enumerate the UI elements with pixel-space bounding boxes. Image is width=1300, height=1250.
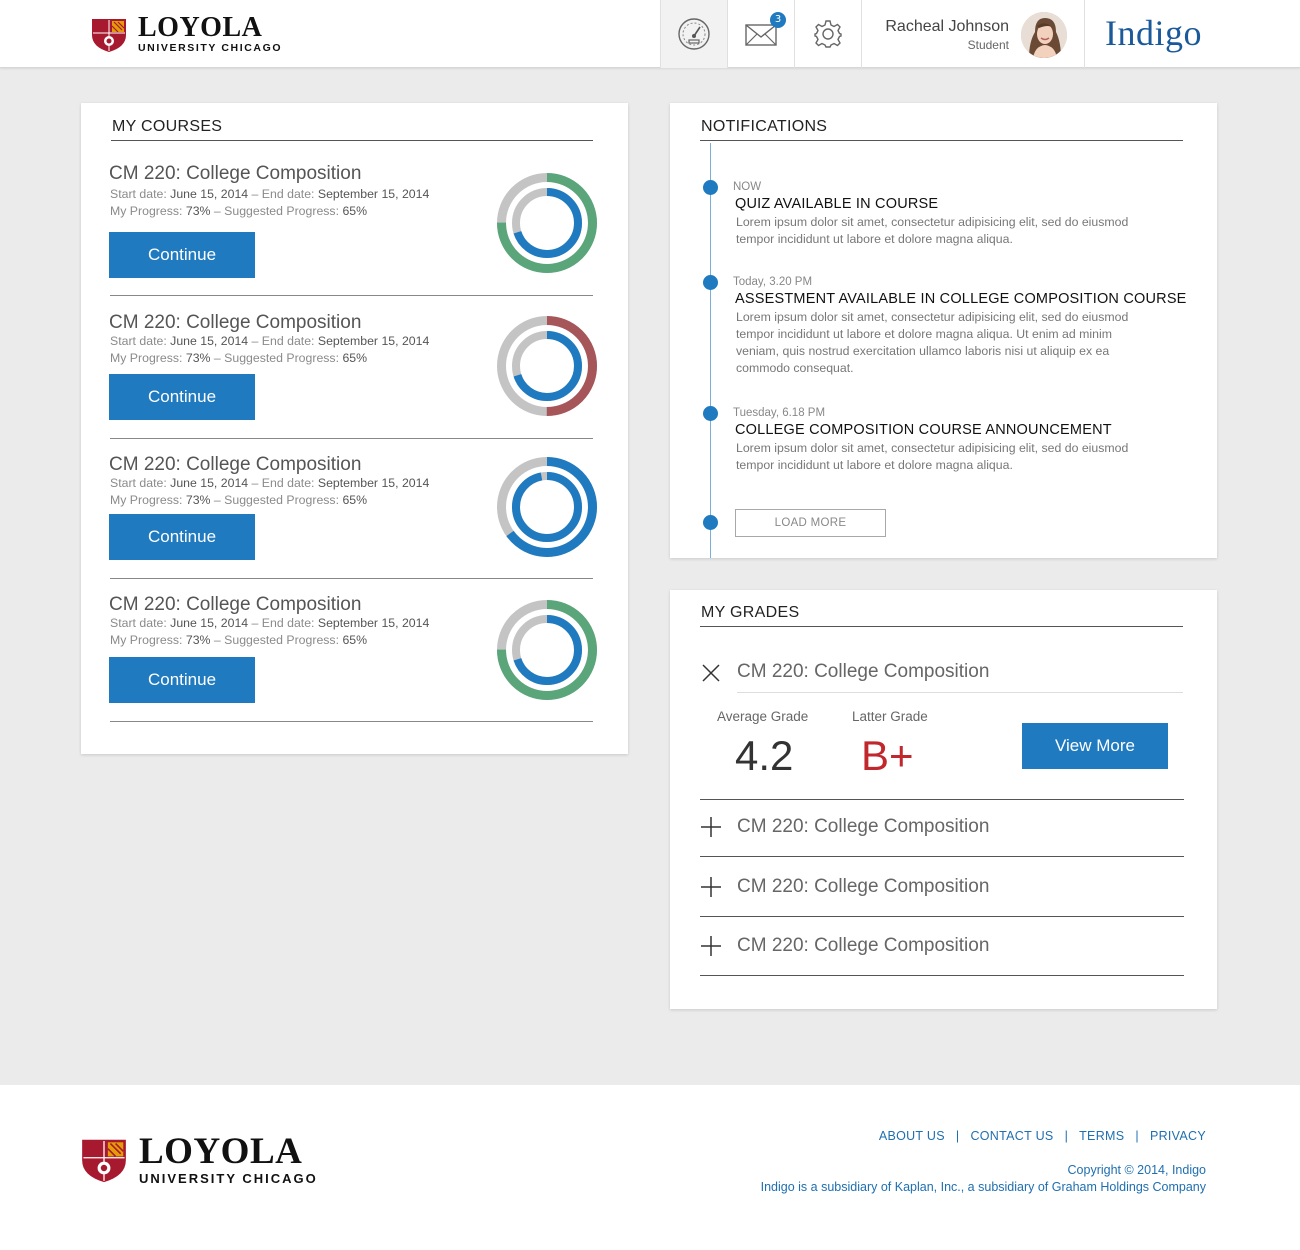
terms-link[interactable]: TERMS [1079,1129,1125,1143]
grade-row-divider [737,692,1183,693]
timeline-dot [703,515,718,530]
copyright-text: Copyright © 2014, Indigo [1067,1163,1206,1177]
user-role: Student [967,38,1009,52]
loyola-seal-icon [77,1134,131,1184]
load-more-button[interactable]: LOAD MORE [735,509,886,537]
notification-title[interactable]: COLLEGE COMPOSITION COURSE ANNOUNCEMENT [735,422,1112,438]
logo-subtitle: UNIVERSITY CHICAGO [139,1171,318,1186]
grade-course-name[interactable]: CM 220: College Composition [737,816,990,837]
course-item [109,312,599,452]
notification-timeline [710,143,711,558]
grade-course-name[interactable]: CM 220: College Composition [737,876,990,897]
avatar[interactable] [1021,12,1067,58]
course-dates: Start date: June 15, 2014 – End date: September 15, 2014 [110,334,430,348]
view-more-button[interactable]: View More [1022,723,1168,769]
title-divider [111,140,593,141]
progress-donut [495,171,599,275]
my-grades-title: MY GRADES [701,604,800,621]
course-progress: My Progress: 73% – Suggested Progress: 65% [110,351,368,365]
notification-body: Lorem ipsum dolor sit amet, consectetur adipisicing elit, sed do eiusmod tempor incididunt ut labore et dolore magna aliqua. [736,215,1129,246]
timeline-dot [703,406,718,421]
progress-donut [495,314,599,418]
page-footer [0,1085,1300,1250]
course-divider [110,438,593,439]
notification-title[interactable]: QUIZ AVAILABLE IN COURSE [735,196,939,212]
grade-row-divider [700,916,1184,917]
notification-body: Lorem ipsum dolor sit amet, consectetur adipisicing elit, sed do eiusmod tempor incididunt ut labore et dolore magna aliqua. Ut enim ad minim veniam, quis nostrud exercitation ullamco laboris nisi ut aliquip ex ea commodo consequat. [736,310,1129,375]
course-name[interactable]: CM 220: College Composition [109,312,362,333]
progress-donut [495,598,599,702]
about-us-link[interactable]: ABOUT US [878,1129,945,1143]
continue-button[interactable]: Continue [109,514,255,560]
top-header [0,0,1300,68]
expand-icon[interactable] [700,935,722,957]
contact-us-link[interactable]: CONTACT US [970,1129,1054,1143]
course-item [109,454,599,594]
settings-button[interactable] [794,0,861,68]
notification-title[interactable]: ASSESTMENT AVAILABLE IN COLLEGE COMPOSITION COURSE [735,291,1187,307]
dashboard-icon [677,17,711,51]
messages-button[interactable] [727,0,794,68]
grade-course-name[interactable]: CM 220: College Composition [737,661,990,682]
close-icon[interactable] [700,662,722,684]
link-separator: | [955,1129,960,1143]
user-name: Racheal Johnson [885,18,1009,35]
user-menu[interactable] [861,0,1084,68]
notification-time: NOW [733,181,762,193]
link-separator: | [1064,1129,1069,1143]
notifications-card [670,103,1217,558]
timeline-dot [703,275,718,290]
notification-body: Lorem ipsum dolor sit amet, consectetur adipisicing elit, sed do eiusmod tempor incididunt ut labore et dolore magna aliqua. [736,441,1129,472]
course-divider [110,721,593,722]
logo-wordmark: LOYOLA [138,12,263,43]
brand-area [1084,0,1300,68]
notification-time: Tuesday, 6.18 PM [733,407,826,419]
continue-button[interactable]: Continue [109,232,255,278]
title-divider [700,140,1183,141]
notification-time: Today, 3.20 PM [733,276,813,288]
logo-wordmark: LOYOLA [139,1131,303,1172]
logo-subtitle: UNIVERSITY CHICAGO [138,42,283,54]
dashboard-button[interactable] [660,0,727,68]
average-grade-value: 4.2 [735,732,794,779]
course-divider [110,578,593,579]
grade-row-divider [700,799,1184,800]
my-courses-card [81,103,628,754]
my-courses-title: MY COURSES [112,118,223,135]
course-progress: My Progress: 73% – Suggested Progress: 65% [110,493,368,507]
continue-button[interactable]: Continue [109,657,255,703]
my-grades-card [670,590,1217,1009]
course-dates: Start date: June 15, 2014 – End date: September 15, 2014 [110,616,430,630]
footer-loyola-logo[interactable] [77,1133,318,1185]
course-dates: Start date: June 15, 2014 – End date: September 15, 2014 [110,187,430,201]
grade-course-name[interactable]: CM 220: College Composition [737,935,990,956]
course-item [109,163,599,303]
footer-links [879,1129,1206,1143]
loyola-logo[interactable] [88,14,282,54]
progress-donut [495,455,599,559]
notifications-title: NOTIFICATIONS [701,118,828,135]
message-count-badge: 3 [770,12,786,28]
letter-grade-value: B+ [861,732,914,779]
continue-button[interactable]: Continue [109,374,255,420]
letter-grade-label: Latter Grade [852,709,928,724]
course-name[interactable]: CM 220: College Composition [109,594,362,615]
course-progress: My Progress: 73% – Suggested Progress: 65% [110,633,368,647]
timeline-dot [703,180,718,195]
title-divider [700,626,1183,627]
subsidiary-text: Indigo is a subsidiary of Kaplan, Inc., a subsidiary of Graham Holdings Company [760,1180,1206,1194]
average-grade-label: Average Grade [717,709,809,724]
course-item [109,594,599,734]
gear-icon [813,19,843,49]
expand-icon[interactable] [700,816,722,838]
course-divider [110,295,593,296]
expand-icon[interactable] [700,876,722,898]
link-separator: | [1135,1129,1139,1143]
course-progress: My Progress: 73% – Suggested Progress: 65% [110,204,368,218]
course-name[interactable]: CM 220: College Composition [109,454,362,475]
indigo-logo[interactable]: Indigo [1105,13,1202,53]
loyola-seal-icon [88,15,130,53]
grade-row-divider [700,856,1184,857]
privacy-link[interactable]: PRIVACY [1149,1129,1206,1143]
grade-row-divider [700,975,1184,976]
course-dates: Start date: June 15, 2014 – End date: September 15, 2014 [110,476,430,490]
course-name[interactable]: CM 220: College Composition [109,163,362,184]
